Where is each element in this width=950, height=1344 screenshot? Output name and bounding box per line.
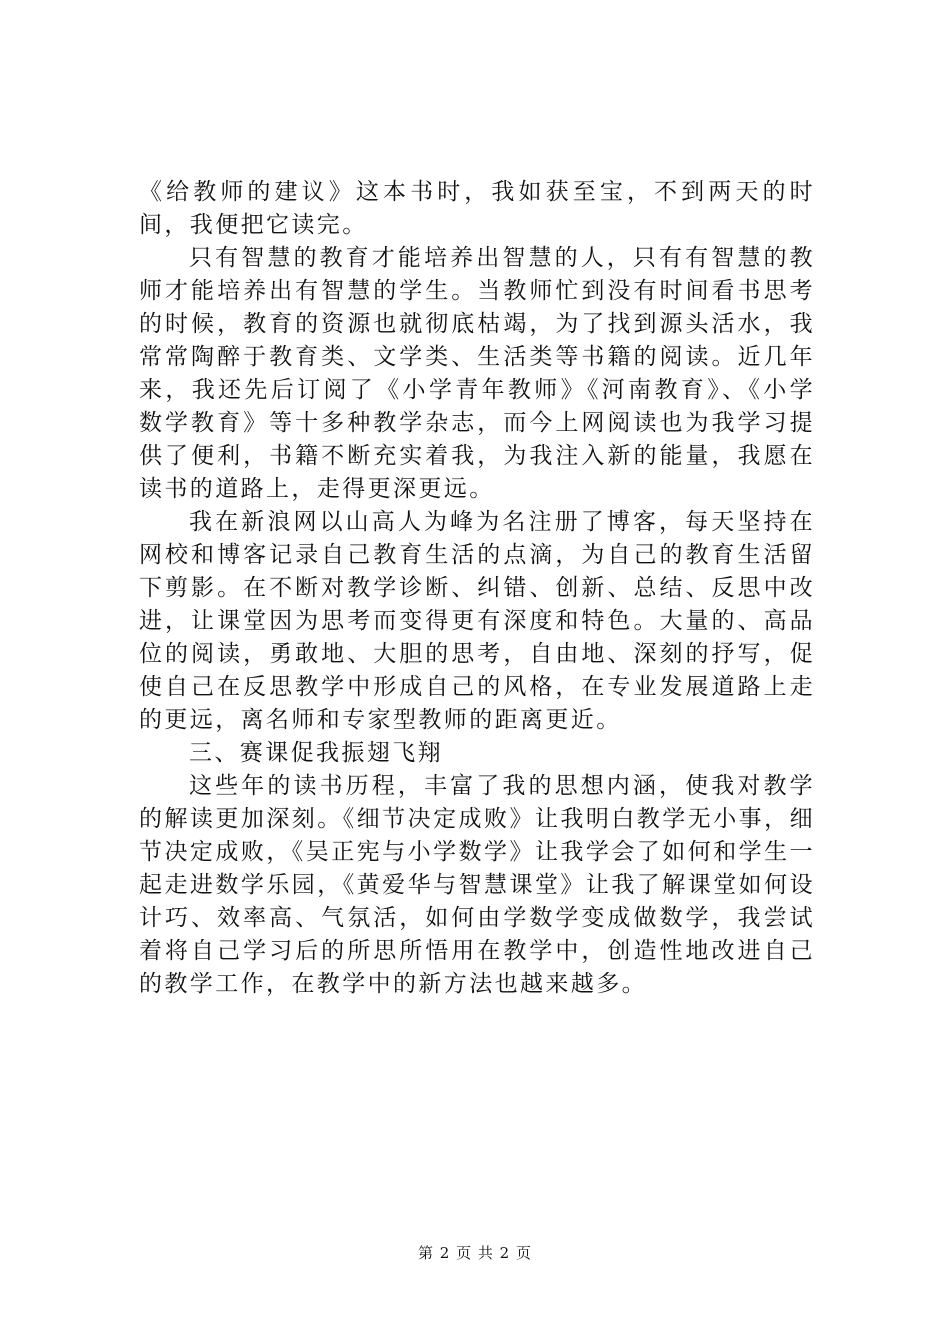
section-heading: 三、赛课促我振翅飞翔: [189, 740, 443, 766]
body-text: [139, 176, 815, 1001]
paragraph-wisdom-education: 只有智慧的教育才能培养出智慧的人，只有有智慧的教师才能培养出有智慧的学生。当教师忙到没有时间看书思考的时候，教育的资源也就彻底枯竭，为了找到源头活水，我常常陶醉于教育类、文学类、生活类等书籍的阅读。近几年来，我还先后订阅了《小学青年教师》《河南教育》、《小学数学教育》等十多种教学杂志，而今上网阅读也为我学习提供了便利，书籍不断充实着我，为我注入新的能量，我愿在读书的道路上，走得更深更远。: [139, 245, 815, 502]
page-number-footer: 第 2 页 共 2 页: [418, 1244, 532, 1262]
paragraph-blog: 我在新浪网以山高人为峰为名注册了博客，每天坚持在网校和博客记录自己教育生活的点滴，为自己的教育生活留下剪影。在不断对教学诊断、纠错、创新、总结、反思中改进，让课堂因为思考而变得更有深度和特色。大量的、高品位的阅读，勇敢地、大胆的思考，自由地、深刻的抒写，促使自己在反思教学中形成自己的风格，在专业发展道路上走的更远，离名师和专家型教师的距离更近。: [139, 509, 815, 733]
paragraph-reading-journey: 这些年的读书历程，丰富了我的思想内涵，使我对教学的解读更加深刻。《细节决定成败》让我明白教学无小事，细节决定成败，《吴正宪与小学数学》让我学会了如何和学生一起走进数学乐园，《黄爱华与智慧课堂》让我了解课堂如何设计巧、效率高、气氛活，如何由学数学变成做数学，我尝试着将自己学习后的所思所悟用在教学中，创造性地改进自己的教学工作，在教学中的新方法也越来越多。: [139, 773, 815, 997]
paragraph-continuation: 《给教师的建议》这本书时，我如获至宝，不到两天的时间，我便把它读完。: [139, 179, 815, 238]
